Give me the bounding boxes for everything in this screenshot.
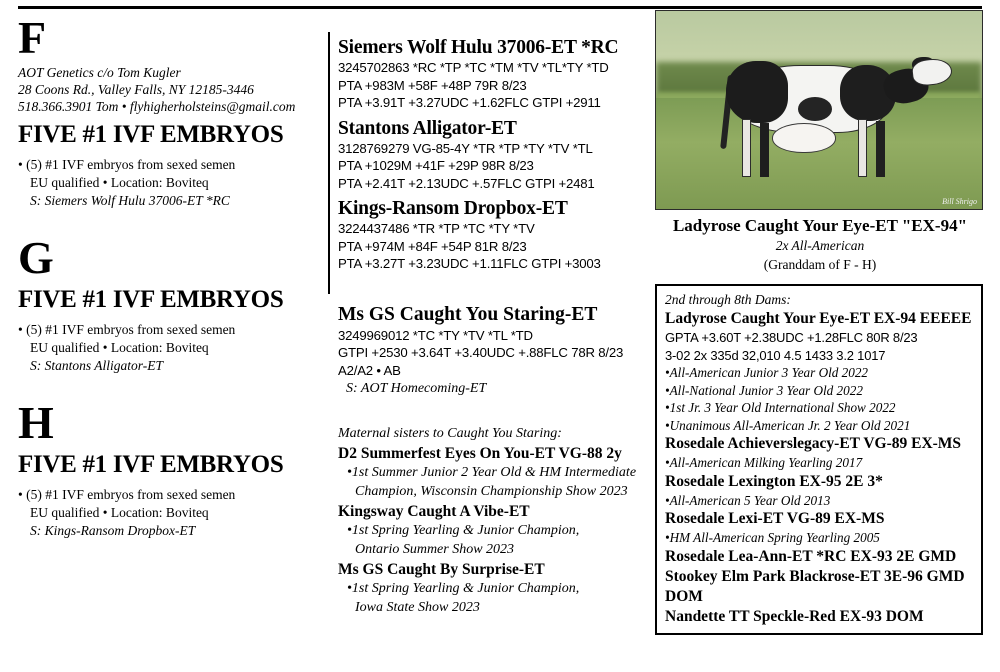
sire-pta-type-line: PTA +3.91T +3.27UDC +1.62FLC GTPI +2911 — [338, 95, 601, 110]
top-divider-rule — [18, 6, 982, 9]
cow-body-patch — [798, 97, 832, 121]
maternal-sister-2 — [338, 501, 648, 559]
dam-gtpi-line: GTPI +2530 +3.64T +3.40UDC +.88FLC 78R 8/23 — [338, 345, 624, 360]
consignor-address: 28 Coons Rd., Valley Falls, NY 12185-3446 — [18, 82, 254, 97]
consignor-info-f — [18, 64, 318, 115]
pedigree-dam-name: Rosedale Lexington EX-95 2E 3* — [665, 472, 883, 490]
sire-pta-line: PTA +1029M +41F +29P 98R 8/23 — [338, 158, 534, 173]
sire-pta-type-line: PTA +3.27T +3.23UDC +1.11FLC GTPI +3003 — [338, 256, 601, 271]
sire-entry-3 — [338, 197, 648, 273]
holstein-cow-figure — [690, 57, 954, 197]
maternal-sister-3 — [338, 559, 648, 617]
sister-award — [338, 464, 648, 501]
consignor-name: AOT Genetics c/o Tom Kugler — [18, 65, 181, 80]
lot-sire-label-f: S: Siemers Wolf Hulu 37006-ET *RC — [30, 193, 230, 208]
sister-award-line-cont: Iowa State Show 2023 — [355, 599, 480, 615]
sire-pta-line: PTA +983M +58F +48P 79R 8/23 — [338, 77, 527, 93]
sire-entry-2 — [338, 117, 648, 193]
pedigree-box — [655, 284, 983, 635]
pedigree-data-line: 3-02 2x 335d 32,010 4.5 1433 3.2 1017 — [665, 347, 886, 363]
pedigree-heading: 2nd through 8th Dams: — [665, 292, 791, 307]
lot-letter-f: F — [18, 12, 46, 63]
cow-rump-patch — [726, 61, 788, 123]
pedigree-dam-name: Rosedale Lexi-ET VG-89 EX-MS — [665, 510, 885, 527]
lot-bullets-h — [18, 486, 318, 540]
cow-leg — [760, 123, 769, 177]
dam-id-line: 3249969012 *TC *TY *TV *TL *TD — [338, 327, 533, 343]
lot-bullet: • (5) #1 IVF embryos from sexed semen — [18, 322, 236, 337]
pedigree-dam-name: Rosedale Achieverslegacy-ET VG-89 EX-MS — [665, 435, 962, 452]
cow-head — [911, 57, 953, 87]
lot-letter-h: H — [18, 397, 53, 448]
sire-id-line: 3245702863 *RC *TP *TC *TM *TV *TL*TY *TD — [338, 60, 609, 75]
sister-name: Kingsway Caught A Vibe-ET — [338, 503, 530, 520]
sister-award-line-cont: Champion, Wisconsin Championship Show 2023 — [355, 483, 628, 499]
sire-pta-line: PTA +974M +84F +54P 81R 8/23 — [338, 238, 527, 254]
photo-caption-award: 2x All-American — [775, 238, 865, 253]
cow-leg — [858, 119, 867, 177]
middle-column — [338, 36, 648, 617]
cow-leg — [742, 119, 751, 177]
sister-name: D2 Summerfest Eyes On You-ET VG-88 2y — [338, 445, 622, 462]
lot-letter-g: G — [18, 232, 53, 283]
sire-id-line: 3224437486 *TR *TP *TC *TY *TV — [338, 221, 535, 236]
sire-id-line: 3128769279 VG-85-4Y *TR *TP *TY *TV *TL — [338, 140, 593, 156]
cow-photo — [655, 10, 983, 210]
lot-bullets-f — [18, 156, 318, 210]
lot-sire-label-h: S: Kings-Ransom Dropbox-ET — [30, 523, 196, 538]
pedigree-award: •Unanimous All-American Jr. 2 Year Old 2021 — [665, 417, 911, 433]
lot-sire-label-g: S: Stantons Alligator-ET — [30, 358, 163, 373]
sister-award-line: •1st Summer Junior 2 Year Old & HM Intermediate — [347, 465, 637, 480]
lot-bullet: • (5) #1 IVF embryos from sexed semen — [18, 487, 236, 502]
pedigree-dam-name: Ladyrose Caught Your Eye-ET EX-94 EEEEE — [665, 310, 972, 327]
pedigree-award: •All-American Milking Yearling 2017 — [665, 455, 863, 470]
sister-award — [338, 522, 648, 559]
lot-bullet: EU qualified • Location: Boviteq — [30, 340, 209, 355]
photo-caption-relation: (Granddam of F - H) — [763, 257, 877, 272]
pedigree-award: •1st Jr. 3 Year Old International Show 2022 — [665, 400, 896, 415]
cow-leg — [876, 121, 885, 177]
sire-name: Kings-Ransom Dropbox-ET — [338, 198, 568, 219]
pedigree-data-line: GPTA +3.60T +2.38UDC +1.28FLC 80R 8/23 — [665, 330, 918, 345]
lot-bullets-g — [18, 321, 318, 375]
maternal-sisters-heading: Maternal sisters to Caught You Staring: — [338, 426, 562, 441]
lot-block-h — [18, 397, 318, 540]
photo-caption-name: Ladyrose Caught Your Eye-ET "EX-94" — [672, 216, 968, 235]
pedigree-dam-name: Stookey Elm Park Blackrose-ET 3E-96 GMD DOM — [665, 567, 965, 605]
lot-title-g: FIVE #1 IVF EMBRYOS — [18, 286, 284, 313]
sire-pta-type-line: PTA +2.41T +2.13UDC +.57FLC GTPI +2481 — [338, 175, 595, 191]
sire-name: Stantons Alligator-ET — [338, 117, 517, 139]
lot-title-h: FIVE #1 IVF EMBRYOS — [18, 451, 284, 478]
sire-entry-1 — [338, 36, 648, 112]
left-column — [18, 12, 318, 550]
sister-award-line-cont: Ontario Summer Show 2023 — [355, 541, 515, 557]
dam-sire-label: S: AOT Homecoming-ET — [346, 381, 487, 396]
sister-award — [338, 580, 648, 617]
lot-block-f — [18, 12, 318, 210]
pedigree-dam-name: Nandette TT Speckle-Red EX-93 DOM — [665, 607, 924, 625]
cow-udder — [772, 123, 836, 153]
dam-entry — [338, 303, 648, 399]
lot-bullet: EU qualified • Location: Boviteq — [30, 505, 209, 520]
photographer-signature: Bill Shrigo — [942, 197, 977, 206]
maternal-sister-1 — [338, 443, 648, 501]
pedigree-award: •All-National Junior 3 Year Old 2022 — [665, 382, 863, 398]
sister-name: Ms GS Caught By Surprise-ET — [338, 561, 545, 578]
pedigree-dam-name: Rosedale Lea-Ann-ET *RC EX-93 2E GMD — [665, 547, 957, 565]
column-divider — [328, 32, 330, 294]
lot-bullet: EU qualified • Location: Boviteq — [30, 175, 209, 190]
lot-title-f: FIVE #1 IVF EMBRYOS — [18, 121, 284, 148]
lot-bullet: • (5) #1 IVF embryos from sexed semen — [18, 157, 236, 172]
right-column — [655, 10, 985, 635]
sister-award-line: •1st Spring Yearling & Junior Champion, — [347, 523, 580, 538]
consignor-contact: 518.366.3901 Tom • flyhigherholsteins@gmail.com — [18, 99, 296, 114]
dam-genetic-line: A2/A2 • AB — [338, 362, 401, 378]
dam-name: Ms GS Caught You Staring-ET — [338, 303, 598, 325]
pedigree-award: •HM All-American Spring Yearling 2005 — [665, 530, 880, 545]
pedigree-award: •All-American 5 Year Old 2013 — [665, 492, 831, 508]
lot-block-g — [18, 232, 318, 375]
sister-award-line: •1st Spring Yearling & Junior Champion, — [347, 581, 580, 596]
sire-name: Siemers Wolf Hulu 37006-ET *RC — [338, 37, 619, 58]
pedigree-award: •All-American Junior 3 Year Old 2022 — [665, 365, 869, 380]
